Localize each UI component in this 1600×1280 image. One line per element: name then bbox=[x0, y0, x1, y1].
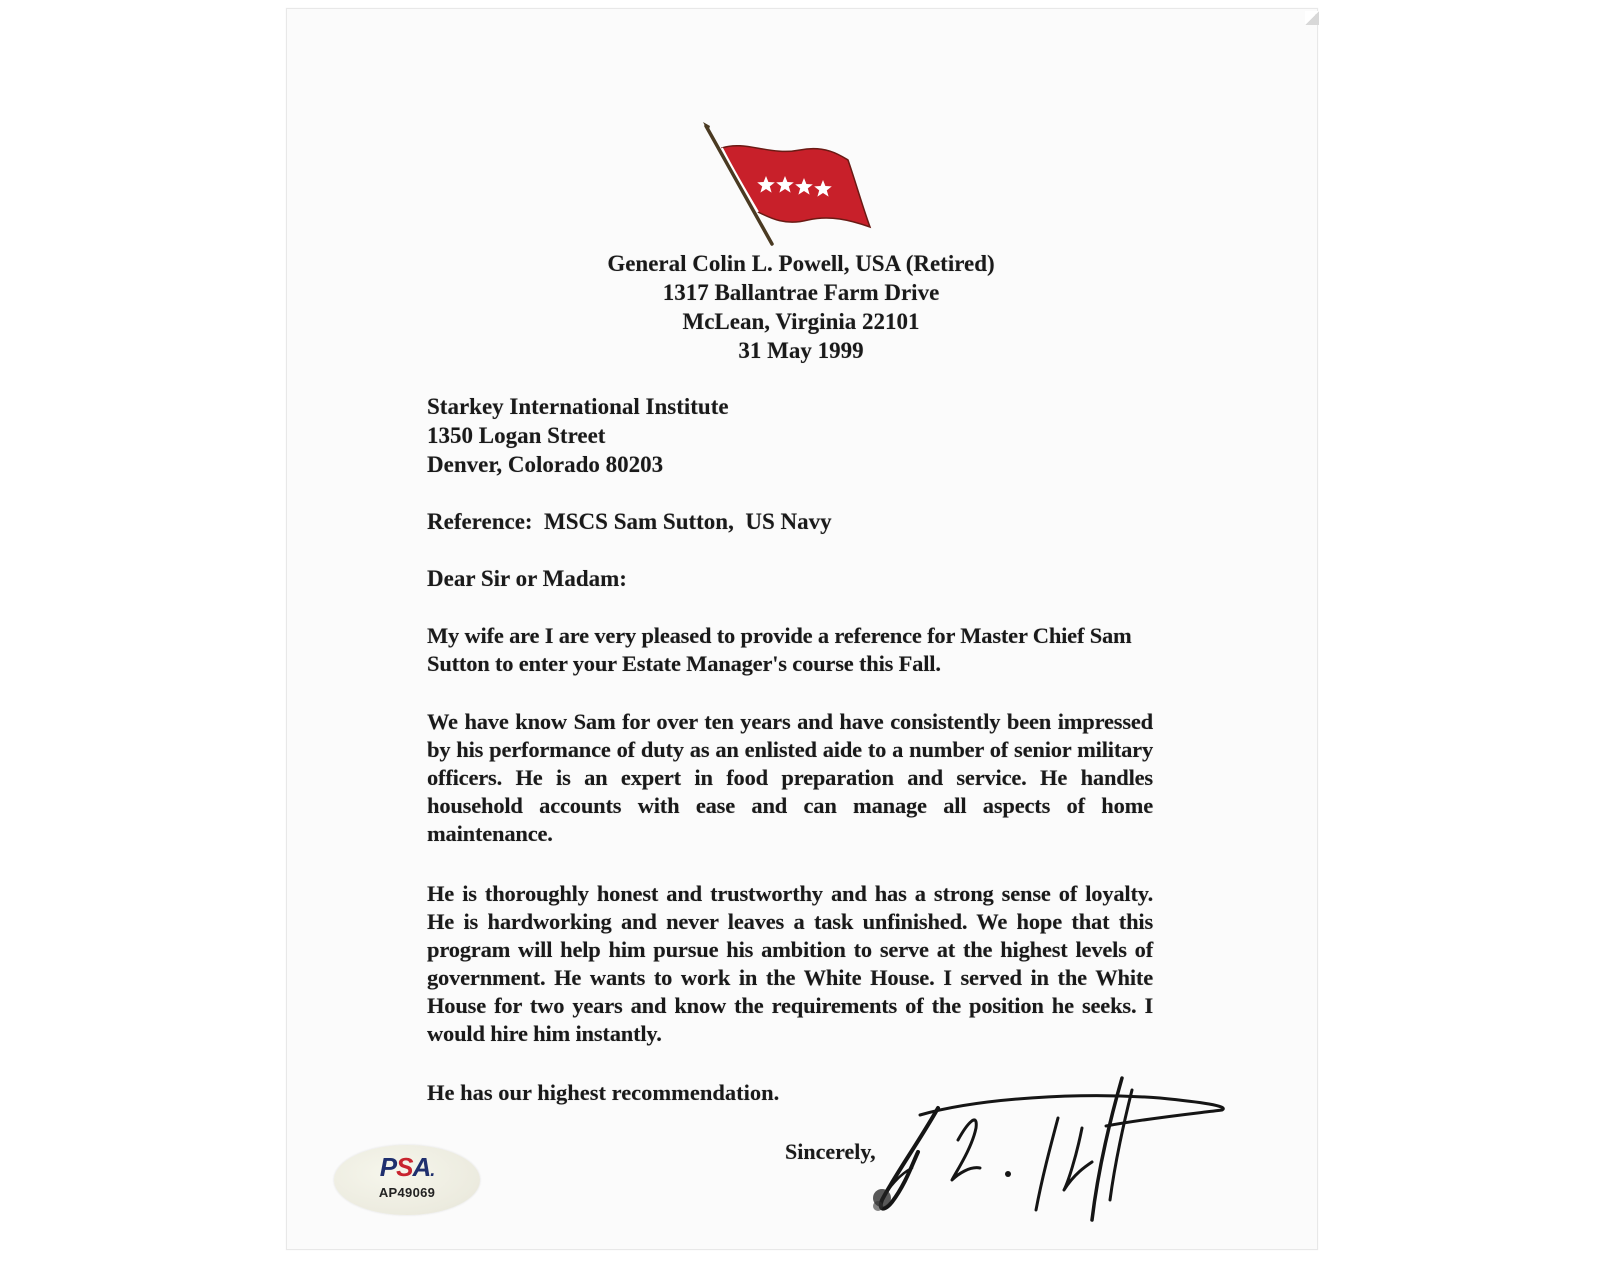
four-star-general-flag-icon bbox=[700, 120, 880, 250]
handwritten-signature-icon bbox=[860, 1070, 1240, 1230]
recipient-city: Denver, Colorado 80203 bbox=[427, 452, 664, 477]
sign-off: Sincerely, bbox=[785, 1139, 876, 1164]
recipient-name: Starkey International Institute bbox=[427, 394, 729, 419]
psa-cert-number: AP49069 bbox=[378, 1185, 436, 1200]
psa-logo: PSA. bbox=[379, 1152, 435, 1182]
recipient-address bbox=[427, 392, 729, 479]
letter-date: 31 May 1999 bbox=[738, 338, 864, 363]
body-paragraph-2: We have know Sam for over ten years and have consistently been impressed by his performance of duty as an enlisted aide to a number of senior military officers. He is an expert in food preparation and service. He handles household accounts with ease and can manage all aspects of home maintenance. bbox=[427, 709, 1153, 846]
letterhead bbox=[286, 249, 1316, 365]
salutation: Dear Sir or Madam: bbox=[427, 566, 627, 591]
body-paragraph-3: He is thoroughly honest and trustworthy and has a strong sense of loyalty. He is hardworking and never leaves a task unfinished. We hope that this program will help him pursue his ambition to serve at the highest levels of government. He wants to work in the White House. I served in the White House for two years and know the requirements of the position he seeks. I would hire him instantly. bbox=[427, 881, 1153, 1046]
sender-name: General Colin L. Powell, USA (Retired) bbox=[607, 251, 995, 276]
sender-address-line2: McLean, Virginia 22101 bbox=[682, 309, 920, 334]
closing-line: He has our highest recommendation. bbox=[427, 1080, 780, 1105]
paper-corner-fold bbox=[1305, 11, 1319, 25]
sender-address-line1: 1317 Ballantrae Farm Drive bbox=[662, 280, 940, 305]
recipient-street: 1350 Logan Street bbox=[427, 423, 606, 448]
reference-line: Reference: MSCS Sam Sutton, US Navy bbox=[427, 509, 832, 534]
psa-authentication-sticker bbox=[334, 1145, 480, 1215]
body-paragraph-1: My wife are I are very pleased to provide a reference for Master Chief Sam Sutton to enter your Estate Manager's course this Fall. bbox=[427, 623, 1132, 676]
